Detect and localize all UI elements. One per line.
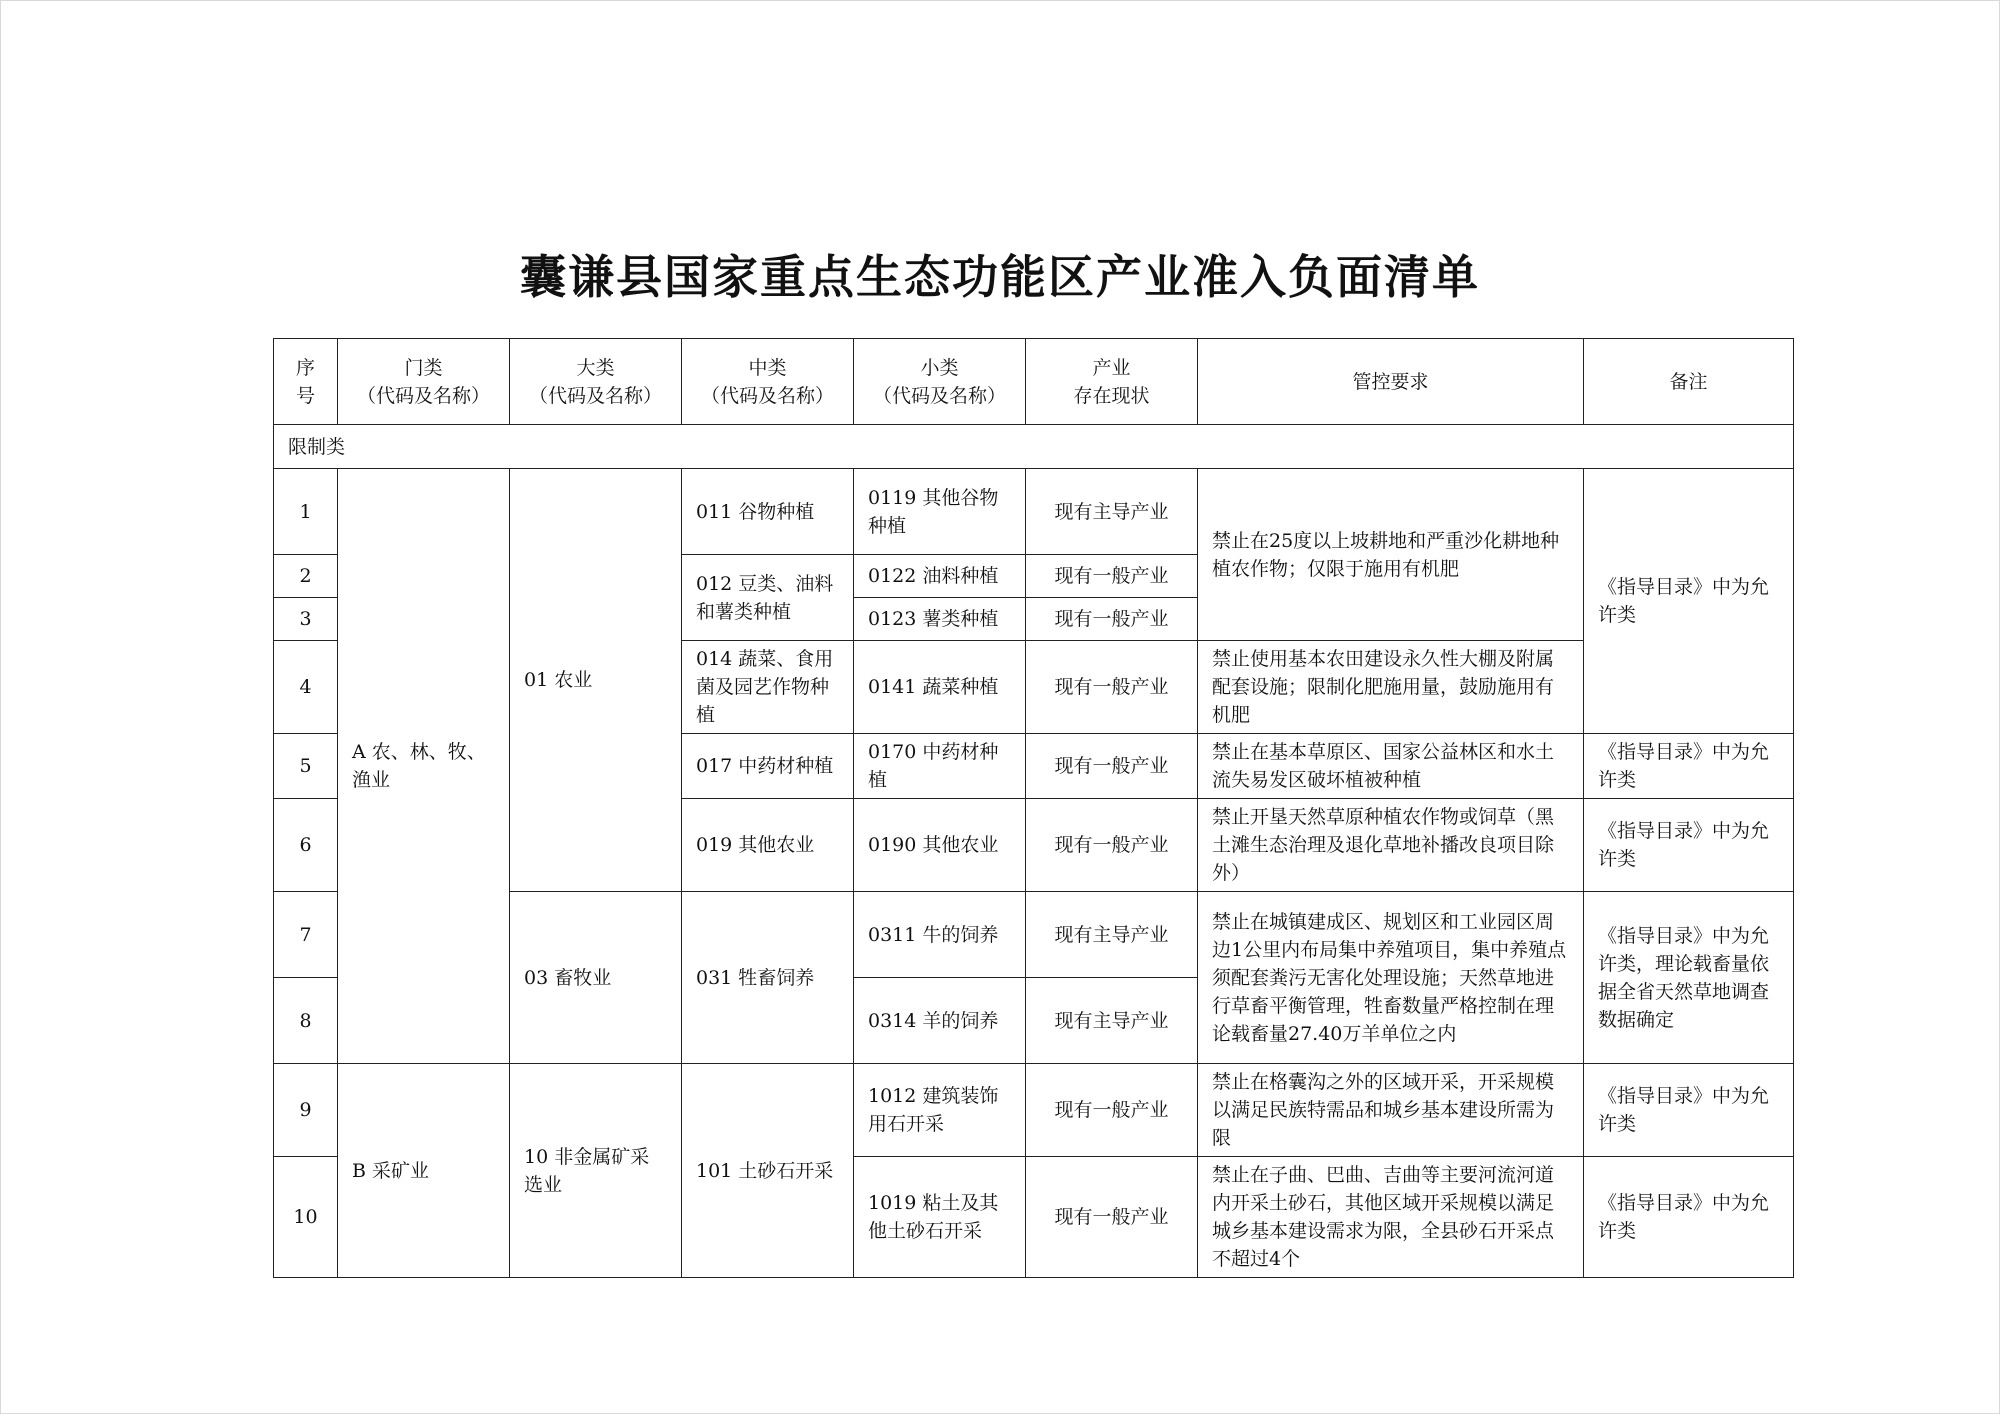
cell-xi-0311: 0311 牛的饲养	[854, 892, 1026, 978]
cell-control-10: 禁止在子曲、巴曲、吉曲等主要河流河道内开采土砂石，其他区域开采规模以满足城乡基本建设需求为限，全县砂石开采点不超过4个	[1198, 1157, 1584, 1278]
cell-status: 现有主导产业	[1026, 469, 1198, 555]
header-idx: 序号	[274, 339, 338, 425]
row-index: 7	[274, 892, 338, 978]
section-label: 限制类	[274, 425, 1794, 469]
cell-xi-0119: 0119 其他谷物种植	[854, 469, 1026, 555]
header-control: 管控要求	[1198, 339, 1584, 425]
negative-list-table	[273, 338, 1794, 1278]
cell-status: 现有一般产业	[1026, 1157, 1198, 1278]
row-index: 10	[274, 1157, 338, 1278]
section-row	[274, 425, 1794, 469]
table-row	[274, 469, 1794, 555]
cell-zh-031: 031 牲畜饲养	[682, 892, 854, 1064]
row-index: 2	[274, 555, 338, 598]
cell-control-1: 禁止在25度以上坡耕地和严重沙化耕地种植农作物；仅限于施用有机肥	[1198, 469, 1584, 641]
cell-xi-0190: 0190 其他农业	[854, 799, 1026, 892]
row-index: 9	[274, 1064, 338, 1157]
document-title: 囊谦县国家重点生态功能区产业准入负面清单	[520, 250, 1480, 304]
row-index: 3	[274, 598, 338, 641]
cell-status: 现有主导产业	[1026, 892, 1198, 978]
cell-zh-017: 017 中药材种植	[682, 734, 854, 799]
header-row	[274, 339, 1794, 425]
cell-xi-0123: 0123 薯类种植	[854, 598, 1026, 641]
row-index: 1	[274, 469, 338, 555]
row-index: 4	[274, 641, 338, 734]
cell-men-a: A 农、林、牧、渔业	[338, 469, 510, 1064]
cell-xi-0122: 0122 油料种植	[854, 555, 1026, 598]
cell-status: 现有一般产业	[1026, 641, 1198, 734]
cell-status: 现有一般产业	[1026, 1064, 1198, 1157]
cell-status: 现有主导产业	[1026, 978, 1198, 1064]
cell-control-4: 禁止使用基本农田建设永久性大棚及附属配套设施；限制化肥施用量，鼓励施用有机肥	[1198, 641, 1584, 734]
cell-zh-019: 019 其他农业	[682, 799, 854, 892]
cell-status: 现有一般产业	[1026, 598, 1198, 641]
header-da: 大类 （代码及名称）	[510, 339, 682, 425]
row-index: 5	[274, 734, 338, 799]
row-index: 8	[274, 978, 338, 1064]
cell-xi-0170: 0170 中药材种植	[854, 734, 1026, 799]
header-note: 备注	[1584, 339, 1794, 425]
cell-note-7: 《指导目录》中为允许类，理论载畜量依据全省天然草地调查数据确定	[1584, 892, 1794, 1064]
header-xiao: 小类 （代码及名称）	[854, 339, 1026, 425]
table-row	[274, 1064, 1794, 1157]
cell-zh-011: 011 谷物种植	[682, 469, 854, 555]
cell-status: 现有一般产业	[1026, 734, 1198, 799]
cell-xi-1012: 1012 建筑装饰用石开采	[854, 1064, 1026, 1157]
cell-zh-101: 101 土砂石开采	[682, 1064, 854, 1278]
cell-status: 现有一般产业	[1026, 555, 1198, 598]
cell-control-7: 禁止在城镇建成区、规划区和工业园区周边1公里内布局集中养殖项目，集中养殖点须配套粪污无害化处理设施；天然草地进行草畜平衡管理，牲畜数量严格控制在理论载畜量27.40万羊单位之内	[1198, 892, 1584, 1064]
cell-da-01: 01 农业	[510, 469, 682, 892]
cell-control-6: 禁止开垦天然草原种植农作物或饲草（黑土滩生态治理及退化草地补播改良项目除外）	[1198, 799, 1584, 892]
row-index: 6	[274, 799, 338, 892]
cell-da-10: 10 非金属矿采选业	[510, 1064, 682, 1278]
cell-xi-0314: 0314 羊的饲养	[854, 978, 1026, 1064]
cell-control-9: 禁止在格囊沟之外的区域开采，开采规模以满足民族特需品和城乡基本建设所需为限	[1198, 1064, 1584, 1157]
cell-note-6: 《指导目录》中为允许类	[1584, 799, 1794, 892]
header-zhong: 中类 （代码及名称）	[682, 339, 854, 425]
header-status: 产业 存在现状	[1026, 339, 1198, 425]
cell-note-10: 《指导目录》中为允许类	[1584, 1157, 1794, 1278]
cell-zh-014: 014 蔬菜、食用菌及园艺作物种植	[682, 641, 854, 734]
header-men: 门类 （代码及名称）	[338, 339, 510, 425]
cell-note-1: 《指导目录》中为允许类	[1584, 469, 1794, 734]
cell-da-03: 03 畜牧业	[510, 892, 682, 1064]
cell-note-5: 《指导目录》中为允许类	[1584, 734, 1794, 799]
cell-status: 现有一般产业	[1026, 799, 1198, 892]
cell-control-5: 禁止在基本草原区、国家公益林区和水土流失易发区破坏植被种植	[1198, 734, 1584, 799]
cell-men-b: B 采矿业	[338, 1064, 510, 1278]
cell-xi-1019: 1019 粘土及其他土砂石开采	[854, 1157, 1026, 1278]
cell-zh-012: 012 豆类、油料和薯类种植	[682, 555, 854, 641]
cell-xi-0141: 0141 蔬菜种植	[854, 641, 1026, 734]
cell-note-9: 《指导目录》中为允许类	[1584, 1064, 1794, 1157]
